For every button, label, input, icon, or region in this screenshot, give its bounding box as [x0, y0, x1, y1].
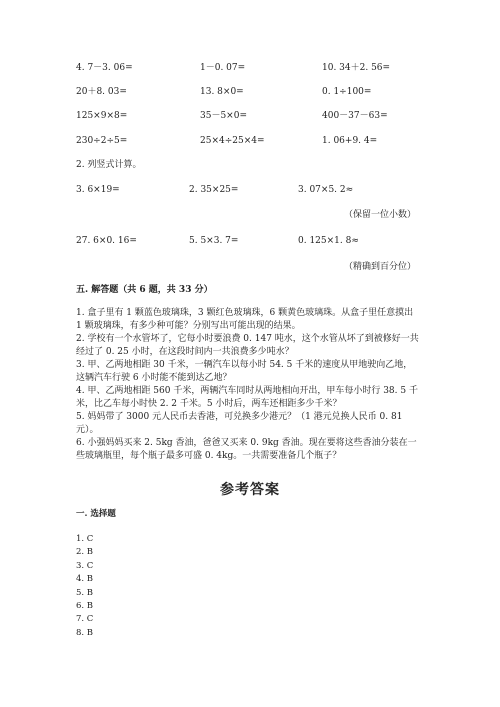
vertical-calc-item: 5. 5×3. 7=	[189, 236, 239, 246]
calc-item: 10. 34＋2. 56=	[322, 63, 391, 73]
vertical-calc-row	[76, 235, 436, 247]
calc-row	[76, 135, 436, 147]
vertical-calc-item: 0. 125×1. 8≈	[298, 236, 359, 246]
word-problem: 5. 妈妈带了 3000 元人民币去香港，可兑换多少港元？（1 港元兑换人民币 0. 81 元）。	[76, 412, 403, 435]
calc-item: 25×4÷25×4=	[200, 136, 265, 146]
calc-item: 125×9×8=	[76, 111, 128, 121]
rounding-note: （精确到百分位）	[343, 262, 416, 272]
word-problems	[76, 307, 420, 463]
answer-item: 2. B	[76, 547, 94, 558]
calc-item: 1－0. 07=	[200, 63, 246, 73]
answer-item: 6. B	[76, 600, 94, 611]
answer-item: 3. C	[76, 560, 94, 571]
calc-row	[76, 86, 436, 98]
calc-row	[76, 110, 436, 122]
calc-item: 400－37－63=	[322, 111, 388, 121]
answer-item: 5. B	[76, 587, 94, 598]
vertical-calc-item: 27. 6×0. 16=	[76, 236, 137, 246]
word-problem: 3. 甲、乙两地相距 30 千米，一辆汽车以每小时 54. 5 千米的速度从甲地驶向乙地，这辆汽车行驶 6 小时能不能到达乙地？	[76, 360, 413, 383]
answer-item: 4. B	[76, 574, 94, 585]
word-problem: 2. 学校有一个水管坏了，它每小时要浪费 0. 147 吨水，这个水管从坏了到被修好一共经过了 0. 25 小时，在这段时间内一共浪费多少吨水？	[76, 334, 419, 357]
answer-key-title: 参考答案	[220, 482, 280, 498]
calc-item: 35－5×0=	[200, 111, 247, 121]
word-problem: 1. 盒子里有 1 颗蓝色玻璃珠，3 颗红色玻璃珠，6 颗黄色玻璃珠。从盒子里任意摸出 1 颗玻璃珠，有多少种可能？分别写出可能出现的结果。	[76, 308, 414, 331]
word-problem: 6. 小强妈妈买来 2. 5kg 香油，爸爸又买来 0. 9kg 香油。现在要将这些香油分装在一些玻璃瓶里，每个瓶子最多可盛 0. 4kg。一共需要准备几个瓶子？	[76, 438, 417, 461]
calc-row	[76, 62, 436, 74]
vertical-calc-item: 2. 35×25=	[189, 185, 239, 195]
rounding-note: （保留一位小数）	[343, 210, 416, 220]
section-five-title: 五. 解答题（共 6 题，共 33 分）	[76, 285, 213, 295]
answer-item: 7. C	[76, 614, 94, 625]
vertical-calc-item: 3. 6×19=	[76, 185, 120, 195]
calc-item: 230÷2÷5=	[76, 136, 128, 146]
calc-item: 1. 06+9. 4=	[322, 136, 378, 146]
vertical-calc-item: 3. 07×5. 2≈	[298, 185, 354, 195]
vertical-calc-heading: 2. 列竖式计算。	[76, 160, 142, 170]
vertical-calc-row	[76, 184, 436, 196]
calc-item: 20＋8. 03=	[76, 87, 127, 97]
calc-item: 13. 8×0=	[200, 87, 244, 97]
calc-item: 4. 7－3. 06=	[76, 63, 133, 73]
answer-item: 8. B	[76, 627, 94, 638]
answer-item: 1. C	[76, 534, 94, 544]
answer-list	[76, 533, 93, 640]
answer-section-title: 一. 选择题	[76, 509, 116, 519]
word-problem: 4. 甲、乙两地相距 560 千米，两辆汽车同时从两地相向开出，甲车每小时行 38. 5 千米，比乙车每小时快 2. 2 千米。5 小时后，两车还相距多少千米？	[76, 386, 418, 409]
calc-item: 0. 1÷100=	[322, 87, 372, 97]
